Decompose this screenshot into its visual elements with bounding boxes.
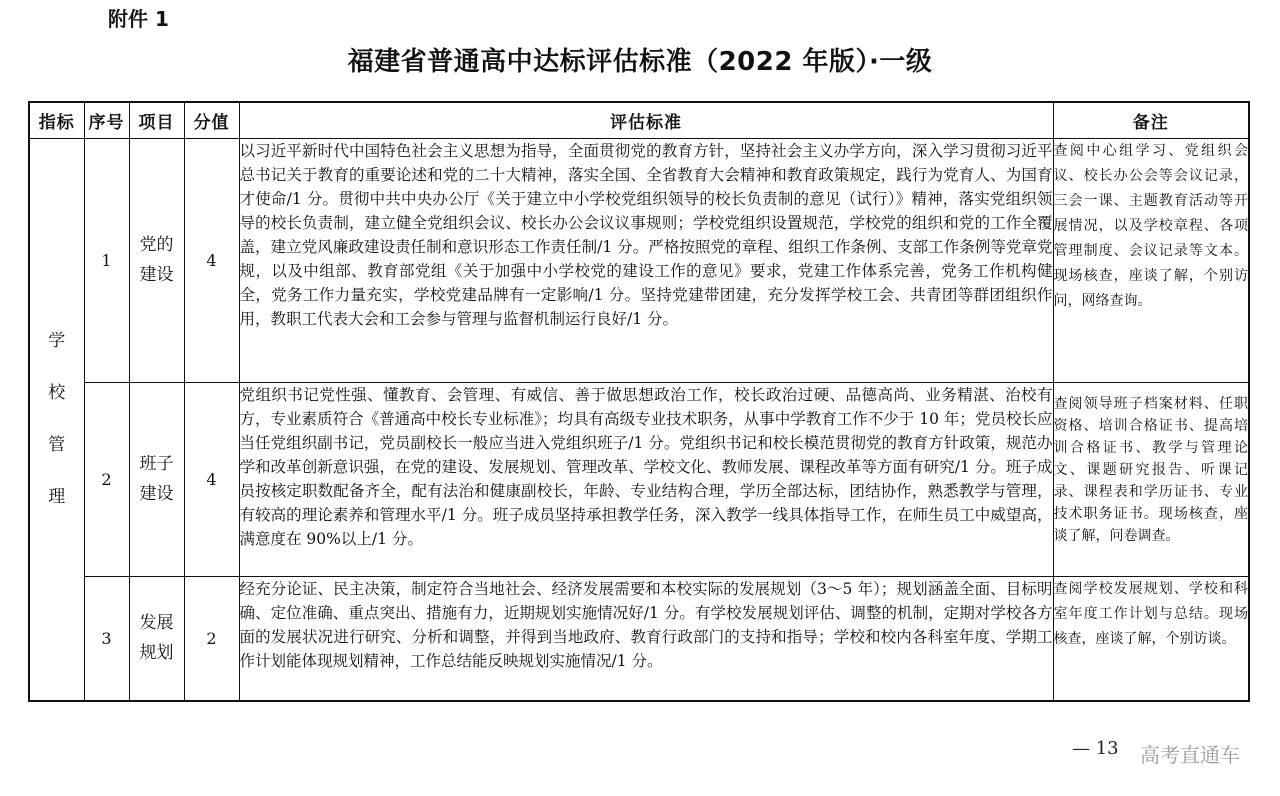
header-item: 项目 [129, 102, 184, 138]
document-title: 福建省普通高中达标评估标准（2022 年版）·一级 [347, 47, 933, 77]
row-item [129, 382, 184, 576]
table-row [29, 576, 1249, 701]
indicator-char: 理 [48, 487, 66, 508]
header-seq: 序号 [84, 102, 129, 138]
header-criteria: 评估标准 [239, 102, 1053, 138]
row-criteria: 党组织书记党性强、懂教育、会管理、有威信、善于做思想政治工作，校长政治过硬、品德高尚、业务精湛、治校有方，专业素质符合《普通高中校长专业标准》；均具有高级专业技术职务，从事中学教育工作不少于 10 年；党员校长应当任党组织副书记，党员副校长一般应当进入党组织班子/1 分。党组织书记和校长模范贯彻党的教育方针政策，规范办学和改革创新意识强，在党的建设、发展规划、管理改革、学校文化、教师发展、课程改革等方面有研究/1 分。班子成员按核定职数配备齐全，配有法治和健康副校长，年龄、专业结构合理，学历全部达标，团结协作，熟悉教学与管理，有较高的理论素养和管理水平/1 分。班子成员坚持承担教学任务，深入教学一线具体指导工作，在师生员工中威望高，满意度在 90%以上/1 分。 [239, 382, 1053, 576]
header-indicator: 指标 [29, 102, 84, 138]
row-item [129, 138, 184, 382]
row-notes: 查阅领导班子档案材料、任职资格、培训合格证书、提高培训合格证书、教学与管理论文、课题研究报告、听课记录、课程表和学历证书、专业技术职务证书。现场核查，座谈了解，问卷调查。 [1053, 382, 1249, 576]
page-number: — 13 [1072, 738, 1119, 759]
row-seq: 2 [84, 382, 129, 576]
row-seq: 3 [84, 576, 129, 701]
row-item-line: 规划 [139, 643, 174, 664]
attachment-label: 附件 1 [108, 7, 169, 31]
header-score: 分值 [184, 102, 239, 138]
row-seq: 1 [84, 138, 129, 382]
indicator-char: 管 [48, 435, 66, 456]
header-notes: 备注 [1053, 102, 1249, 138]
table-row [29, 382, 1249, 576]
indicator-char: 校 [48, 383, 66, 404]
row-item-line: 建设 [139, 484, 174, 504]
row-notes: 查阅中心组学习、党组织会议、校长办公会等会议记录，三会一课、主题教育活动等开展情况，以及学校章程、各项管理制度、会议记录等文本。现场核查，座谈了解，个别访问，网络查询。 [1053, 138, 1249, 382]
indicator-char: 学 [48, 331, 66, 352]
row-score: 2 [184, 576, 239, 701]
row-item-line: 党的 [139, 235, 174, 255]
indicator-cell [29, 138, 84, 701]
table-header-row [29, 102, 1249, 138]
row-score: 4 [184, 138, 239, 382]
row-criteria: 以习近平新时代中国特色社会主义思想为指导，全面贯彻党的教育方针，坚持社会主义办学方向，深入学习贯彻习近平总书记关于教育的重要论述和党的二十大精神，落实全国、全省教育大会精神和教育政策规定，践行为党育人、为国育才使命/1 分。贯彻中共中央办公厅《关于建立中小学校党组织领导的校长负责制的意见（试行）》精神，落实党组织领导的校长负责制，建立健全党组织会议、校长办公会议议事规则；学校党组织设置规范，学校党的组织和党的工作全覆盖，建立党风廉政建设责任制和意识形态工作责任制/1 分。严格按照党的章程、组织工作条例、支部工作条例等党章党规，以及中组部、教育部党组《关于加强中小学校党的建设工作的意见》要求，党建工作体系完善，党务工作机构健全，党务工作力量充实，学校党建品牌有一定影响/1 分。坚持党建带团建，充分发挥学校工会、共青团等群团组织作用，教职工代表大会和工会参与管理与监督机制运行良好/1 分。 [239, 138, 1053, 382]
row-notes: 查阅学校发展规划、学校和科室年度工作计划与总结。现场核查，座谈了解，个别访谈。 [1053, 576, 1249, 701]
evaluation-standard-table [28, 101, 1250, 702]
table-row [29, 138, 1249, 382]
row-score: 4 [184, 382, 239, 576]
row-criteria: 经充分论证、民主决策，制定符合当地社会、经济发展需要和本校实际的发展规划（3～5 年）；规划涵盖全面、目标明确、定位准确、重点突出、措施有力，近期规划实施情况好/1 分。有学校发展规划评估、调整的机制，定期对学校各方面的发展状况进行研究、分析和调整，并得到当地政府、教育行政部门的支持和指导；学校和校内各科室年度、学期工作计划能体现规划精神，工作总结能反映规划实施情况/1 分。 [239, 576, 1053, 701]
row-item [129, 576, 184, 701]
row-item-line: 班子 [139, 454, 174, 474]
row-item-line: 发展 [139, 613, 174, 634]
row-item-line: 建设 [139, 265, 174, 285]
watermark-text: 高考直通车 [1140, 743, 1240, 767]
